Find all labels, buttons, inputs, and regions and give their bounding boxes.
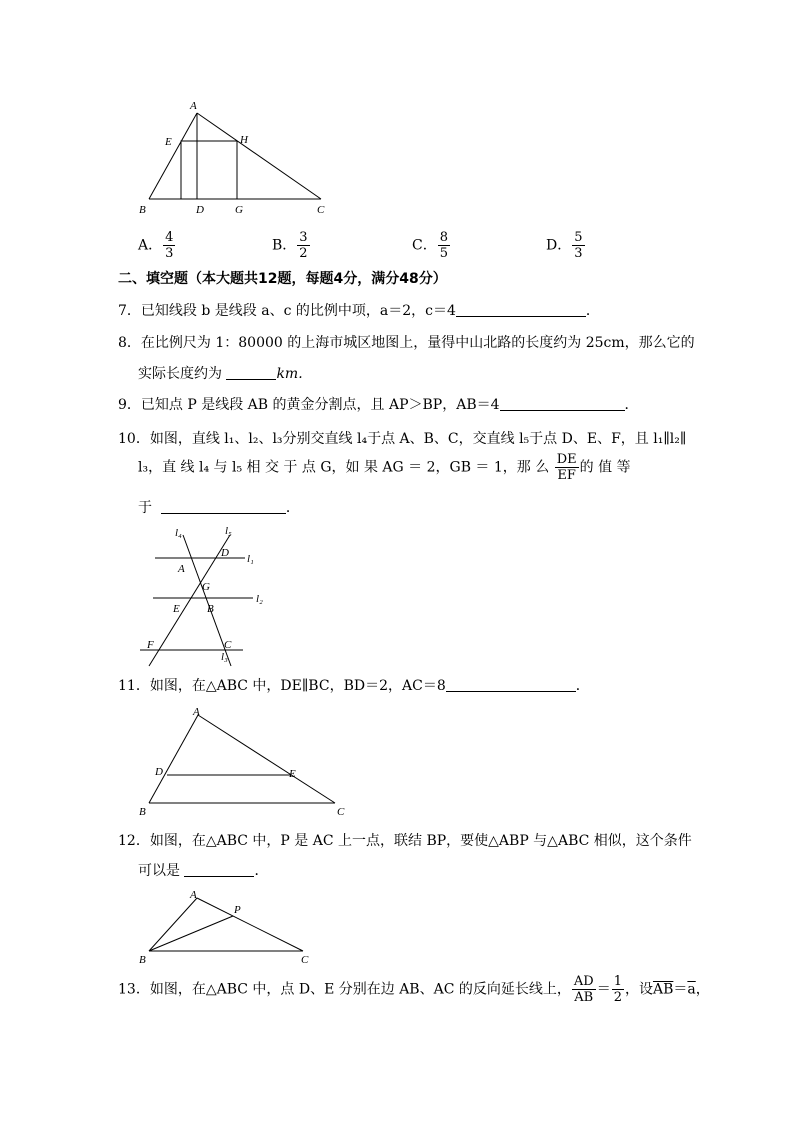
- question-10-line2: l₃，直 线 l₄ 与 l₅ 相 交 于 点 G，如 果 AG ＝ 2，GB ＝ 1，那 么 $\frac{DE}{EF}$ 的 值 等: [138, 452, 631, 483]
- label-a: A: [193, 706, 200, 718]
- side-ac: [198, 715, 335, 803]
- figure-q6: [135, 95, 335, 225]
- label-c: C: [317, 204, 325, 216]
- question-8-line1: 8．在比例尺为 1：80000 的上海市城区地图上，量得中山北路的长度约为 25cm，那么它的: [118, 335, 695, 351]
- figure-q12: [135, 885, 325, 970]
- rectangle-efgh: [181, 141, 237, 199]
- label-d: D: [196, 204, 204, 216]
- question-7: 7．已知线段 b 是线段 a、c 的比例中项，a＝2，c＝4 ．: [118, 303, 600, 319]
- question-10-line3: 于 ．: [138, 500, 300, 516]
- label-e: E: [165, 136, 172, 148]
- label-l5: l₅: [225, 525, 232, 537]
- option-c[interactable]: C． $\frac{8}{5}$: [412, 230, 448, 261]
- label-a: A: [190, 100, 197, 112]
- question-11: 11．如图，在△ABC 中，DE∥BC，BD＝2，AC＝8 ．: [118, 678, 590, 694]
- label-b: B: [139, 954, 146, 966]
- option-a[interactable]: A． $\frac{4}{3}$: [138, 230, 174, 261]
- label-p: P: [234, 904, 241, 916]
- question-9: 9．已知点 P 是线段 AB 的黄金分割点，且 AP＞BP，AB＝4 ．: [118, 397, 639, 413]
- answer-blank-q10[interactable]: [161, 499, 286, 514]
- side-ac: [197, 113, 321, 199]
- label-e: E: [173, 603, 180, 615]
- label-b: B: [139, 204, 146, 216]
- figure-q10: [135, 520, 285, 670]
- question-10-line1: 10．如图，直线 l₁、l₂、l₃分别交直线 l₄于点 A、B、C，交直线 l₅于点 D、E、F，且 l₁∥l₂∥: [118, 431, 687, 447]
- label-f: F: [147, 639, 154, 651]
- side-ab: [149, 715, 198, 803]
- label-b: B: [139, 806, 146, 818]
- figure-q11: [135, 703, 355, 823]
- option-b[interactable]: B． $\frac{3}{2}$: [272, 230, 308, 261]
- fraction-de-ef: $\frac{DE}{EF}$: [556, 452, 577, 483]
- side-ab: [149, 113, 197, 199]
- segment-bp: [149, 916, 233, 951]
- label-l3: l₃: [221, 651, 228, 663]
- label-e: E: [289, 768, 296, 780]
- option-d[interactable]: D． $\frac{5}{3}$: [546, 230, 583, 261]
- answer-blank-q12[interactable]: [184, 862, 254, 877]
- label-c: C: [224, 639, 232, 651]
- label-h: H: [240, 134, 248, 146]
- section-title: 二、填空题（本大题共12题，每题4分，满分48分）: [118, 271, 447, 287]
- question-12-line2: 可以是 ．: [138, 863, 269, 879]
- answer-blank-q11[interactable]: [446, 677, 576, 692]
- label-l4: l₄: [175, 527, 182, 539]
- q6-options: [138, 226, 698, 262]
- question-8-line2: 实际长度约为 km.: [138, 366, 303, 382]
- label-g: G: [235, 204, 243, 216]
- label-c: C: [301, 954, 309, 966]
- label-c: C: [337, 806, 345, 818]
- label-d: D: [221, 547, 229, 559]
- label-g: G: [202, 581, 210, 593]
- question-13: 13．如图，在△ABC 中，点 D、E 分别在边 AB、AC 的反向延长线上， $\frac{AD}{AB}$ ＝ $\frac{1}{2}$ ，设$\overline{AB}=\overline{a}$，: [118, 974, 710, 1005]
- answer-blank-q7[interactable]: [456, 302, 586, 317]
- label-l2: l₂: [256, 593, 263, 605]
- question-12-line1: 12．如图，在△ABC 中，P 是 AC 上一点，联结 BP，要使△ABP 与△ABC 相似，这个条件: [118, 833, 692, 849]
- label-l1: l₁: [247, 553, 254, 565]
- label-a: A: [190, 889, 197, 901]
- label-d: D: [155, 766, 163, 778]
- answer-blank-q9[interactable]: [500, 396, 625, 411]
- answer-blank-q8[interactable]: [226, 365, 276, 380]
- side-ab: [149, 898, 197, 951]
- label-b: B: [207, 603, 214, 615]
- label-a: A: [178, 563, 185, 575]
- line-l5: [149, 535, 230, 666]
